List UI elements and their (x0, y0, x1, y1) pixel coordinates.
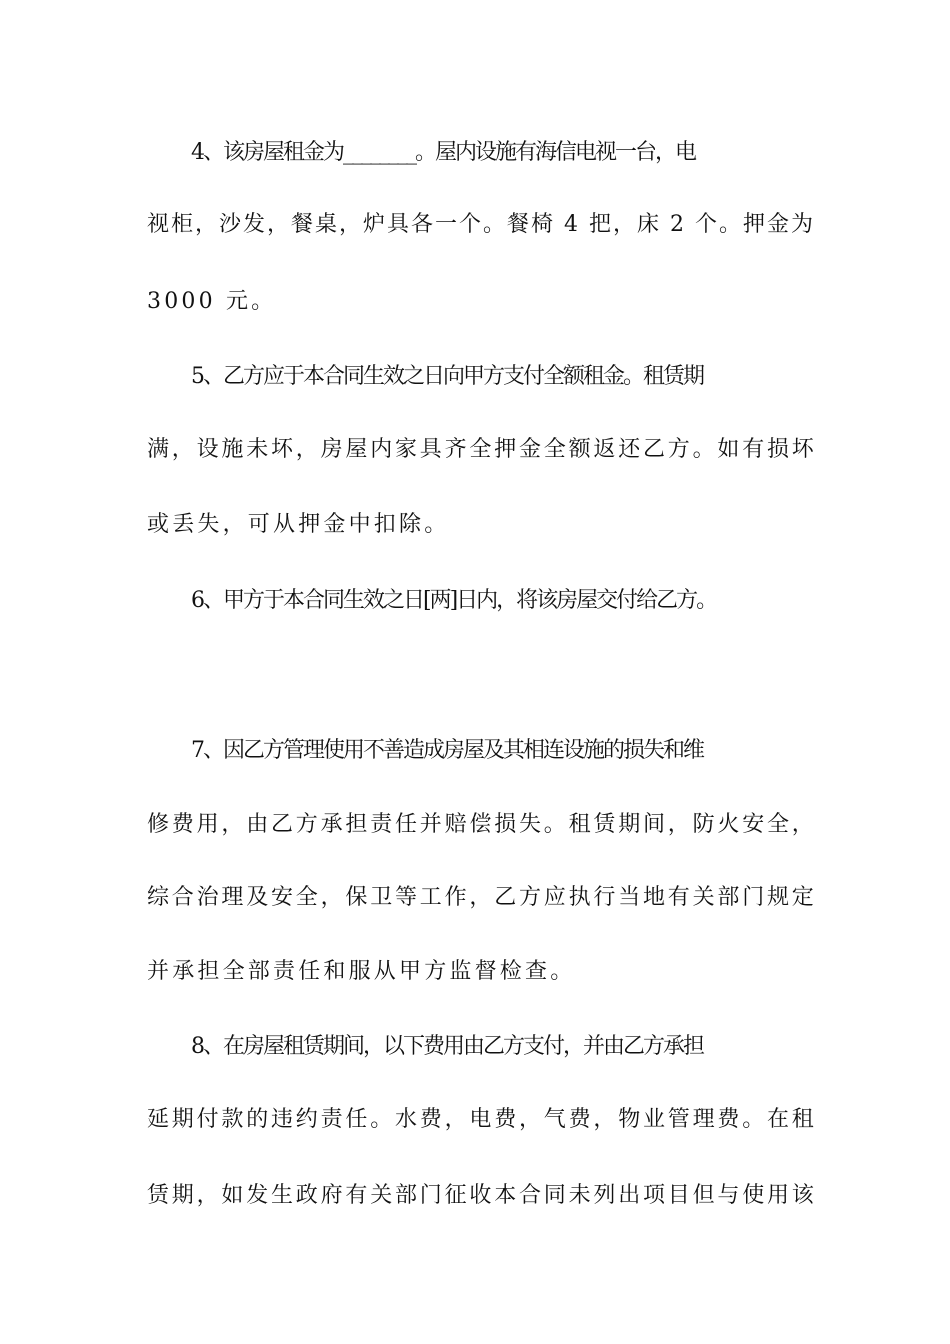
paragraph-7-line-2: 修费用，由乙方承担责任并赔偿损失。租赁期间，防火安全， (147, 812, 817, 837)
paragraph-7-line-1: 7、因乙方管理使用不善造成房屋及其相连设施的损失和维 (191, 738, 703, 763)
paragraph-4-line-3: 3000 元。 (147, 289, 277, 314)
paragraph-5-line-3: 或丢失，可从押金中扣除。 (147, 512, 450, 537)
paragraph-8-line-3: 赁期，如发生政府有关部门征收本合同未列出项目但与使用该 (147, 1183, 817, 1208)
paragraph-5-line-2: 满，设施未坏，房屋内家具齐全押金全额返还乙方。如有损坏 (147, 437, 817, 462)
paragraph-8-line-2: 延期付款的违约责任。水费，电费，气费，物业管理费。在租 (147, 1107, 817, 1132)
paragraph-6-line-1: 6、甲方于本合同生效之日[两]日内，将该房屋交付给乙方。 (191, 588, 717, 613)
paragraph-5-line-1: 5、乙方应于本合同生效之日向甲方支付全额租金。租赁期 (191, 364, 703, 389)
paragraph-4-line-2: 视柜，沙发，餐桌，炉具各一个。餐椅 4 把，床 2 个。押金为 (147, 212, 815, 237)
paragraph-8-line-1: 8、在房屋租赁期间，以下费用由乙方支付，并由乙方承担 (191, 1034, 703, 1059)
paragraph-7-line-4: 并承担全部责任和服从甲方监督检查。 (147, 959, 576, 984)
paragraph-7-line-3: 综合治理及安全，保卫等工作，乙方应执行当地有关部门规定 (147, 885, 817, 910)
paragraph-4-line-1: 4、该房屋租金为________。屋内设施有海信电视一台，电 (191, 140, 695, 165)
